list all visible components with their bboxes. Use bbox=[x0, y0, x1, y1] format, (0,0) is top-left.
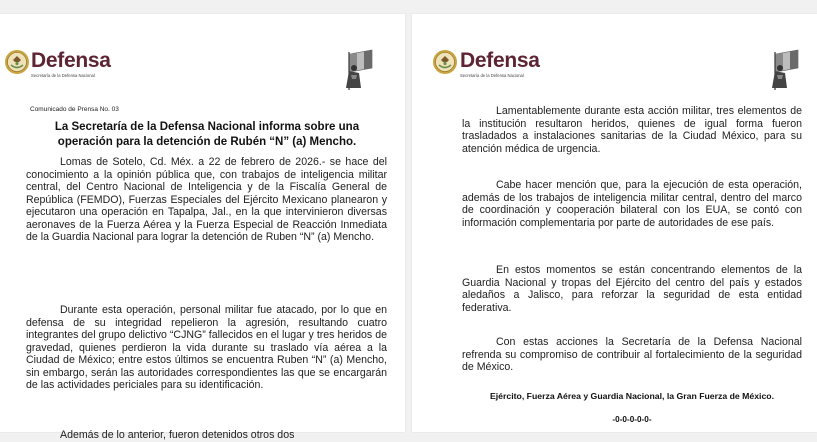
soldier-flag-icon bbox=[336, 48, 376, 92]
paragraph-commitment: Con estas acciones la Secretaría de la Defensa Nacional refrenda su compromiso de contribuir al fortalecimiento de la seguridad de México. bbox=[462, 336, 802, 374]
brand-logo bbox=[31, 50, 111, 78]
brand-subtitle: Secretaría de la Defensa Nacional bbox=[460, 73, 524, 78]
paragraph-reinforcement: En estos momentos se están concentrando elementos de la Guardia Nacional y tropas del Ejército del centro del país y estados aledaños a Jalisco, para reforzar la seguridad de esta entidad federativa. bbox=[462, 264, 802, 314]
national-seal-icon bbox=[432, 49, 458, 75]
press-release-number: Comunicado de Prensa No. 03 bbox=[30, 106, 119, 113]
press-release-page-1 bbox=[0, 14, 405, 441]
soldier-flag-icon bbox=[762, 48, 802, 92]
closing-slogan: Ejército, Fuerza Aérea y Guardia Nacional, la Gran Fuerza de México. bbox=[489, 391, 775, 401]
end-mark: -0-0-0-0-0- bbox=[612, 415, 652, 424]
brand-subtitle: Secretaría de la Defensa Nacional bbox=[31, 73, 95, 78]
press-release-page-2 bbox=[412, 14, 817, 432]
national-seal-icon bbox=[4, 49, 30, 75]
paragraph-injured: Lamentablemente durante esta acción militar, tres elementos de la institución resultaron heridos, quienes de igual forma fueron trasladados a instalaciones sanitarias de la Ciudad México, para su atención médica de urgencia. bbox=[462, 105, 802, 155]
paragraph-cooperation: Cabe hacer mención que, para la ejecución de esta operación, además de los trabajos de inteligencia militar central, dentro del marco de coordinación y cooperación bilateral con los EUA, se contó con información complementaria por parte de autoridades de ese país. bbox=[462, 179, 802, 229]
paragraph-detainees: Además de lo anterior, fueron detenidos otros dos bbox=[60, 429, 295, 441]
paragraph-intro: Lomas de Sotelo, Cd. Méx. a 22 de febrero de 2026.- se hace del conocimiento a la opinión pública que, con trabajos de inteligencia militar central, del Centro Nacional de Inteligencia y de la Fiscalía General de República (FEMDO), Fuerzas Especiales del Ejército Mexicano planearon y ejecutaron una operación en Tapalpa, Jal., en la que intervinieron diversas aeronaves de la Fuerza Aérea y la Fuerza Especial de Reacción Inmediata de la Guardia Nacional para lograr la detención de Ruben “N” (a) Mencho. bbox=[26, 156, 387, 244]
page-header bbox=[412, 48, 817, 92]
title-line: La Secretaría de la Defensa Nacional informa sobre una bbox=[54, 121, 360, 133]
brand-logo bbox=[460, 50, 540, 78]
brand-name: Defensa bbox=[31, 49, 111, 72]
title-line: operación para la detención de Rubén “N” (a) Mencho. bbox=[57, 136, 357, 148]
paragraph-operation: Durante esta operación, personal militar fue atacado, por lo que en defensa de su integridad repelieron la agresión, resultando cuatro integrantes del grupo delictivo “CJNG” fallecidos en el lugar y tres heridos de gravedad, quienes perdieron la vida durante su traslado vía aérea a la Ciudad de México; entre estos últimos se encuentra Ruben “N” (a) Mencho, sin embargo, serán las autoridades correspondientes las que se encargarán de las actividades periciales para su identificación. bbox=[26, 304, 387, 392]
document-title bbox=[26, 120, 388, 150]
brand-name: Defensa bbox=[460, 49, 540, 72]
page-header bbox=[0, 48, 405, 92]
